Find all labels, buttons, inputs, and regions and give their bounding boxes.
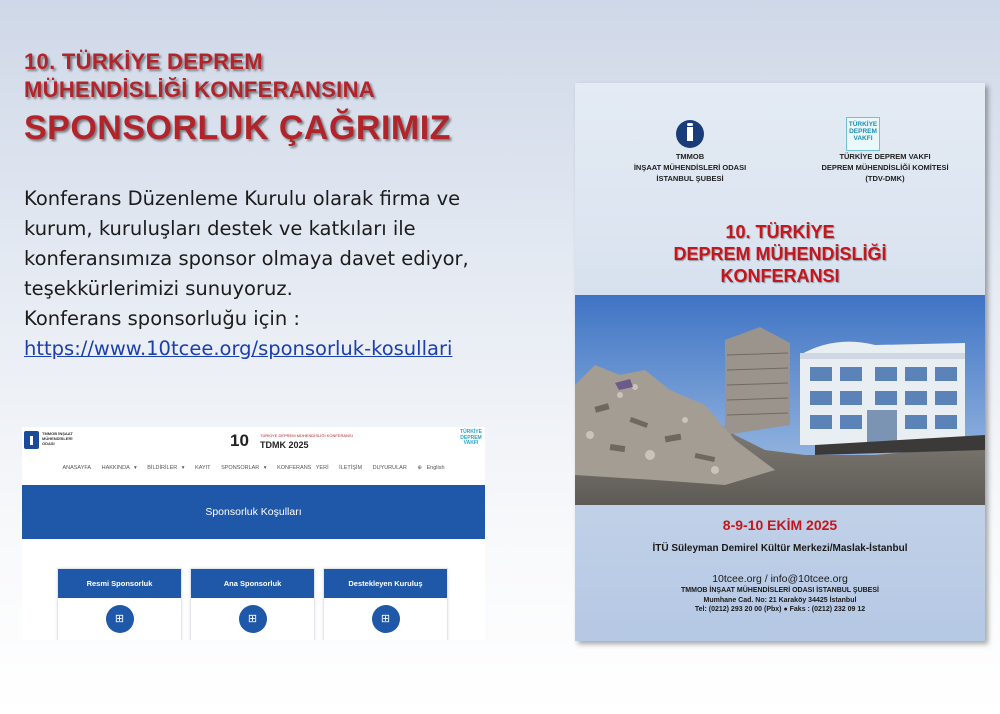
site-header bbox=[22, 427, 485, 457]
poster-title-line: DEPREM MÜHENDİSLİĞİ bbox=[673, 244, 887, 264]
nav-item-anasayfa[interactable]: ANASAYFA bbox=[62, 465, 92, 471]
tdmk-logo-name: TDMK 2025 bbox=[260, 440, 309, 450]
nav-item-konferans-yeri[interactable]: KONFERANS YERİ bbox=[277, 465, 329, 471]
card-title: Ana Sponsorluk bbox=[191, 569, 314, 598]
body-text bbox=[24, 184, 524, 364]
address-line: Tel: (0212) 293 20 00 (Pbx) ● Faks : (0212) 232 09 12 bbox=[694, 606, 866, 613]
poster-web: 10tcee.org / info@10tcee.org bbox=[712, 573, 848, 585]
title-line-2: MÜHENDİSLİĞİ KONFERANSINA bbox=[24, 77, 375, 102]
imo-logo-icon bbox=[676, 120, 704, 150]
site-banner: Sponsorluk Koşulları bbox=[22, 485, 485, 539]
org-right-line: (TDV-DMK) bbox=[865, 174, 905, 183]
page-title bbox=[24, 48, 451, 148]
org-left-line: İSTANBUL ŞUBESİ bbox=[656, 174, 724, 183]
card-title: Resmi Sponsorluk bbox=[58, 569, 181, 598]
poster-address bbox=[575, 586, 985, 615]
grid-icon: ⊞ bbox=[372, 605, 400, 633]
poster-org-right bbox=[785, 151, 985, 184]
org-left-line: TMMOB bbox=[675, 152, 705, 161]
nav-item-sponsorlar[interactable]: SPONSORLAR ▾ bbox=[221, 465, 267, 471]
poster-org-left bbox=[595, 151, 785, 184]
poster-dates: 8-9-10 EKİM 2025 bbox=[722, 517, 838, 533]
tdv-logo-icon: TÜRKİYE DEPREM VAKFI bbox=[460, 429, 482, 446]
site-logo-left-text: TMMOB İNŞAAT MÜHENDİSLERİ ODASI bbox=[42, 431, 73, 446]
poster-title-line: 10. TÜRKİYE bbox=[725, 222, 835, 242]
org-right-line: DEPREM MÜHENDİSLİĞİ KOMİTESİ bbox=[821, 163, 949, 172]
body-paragraph: Konferans Düzenleme Kurulu olarak firma ve kurum, kuruluşları destek ve katkıları ile konferansımıza sponsor olmaya davet ediyor, teşekkürlerimizi sunuyoruz. bbox=[24, 187, 469, 300]
org-right-line: TÜRKİYE DEPREM VAKFI bbox=[839, 152, 931, 161]
poster-title bbox=[575, 221, 985, 287]
earthquake-damage-photo bbox=[575, 295, 985, 505]
nav-item-duyurular[interactable]: DUYURULAR bbox=[372, 465, 407, 471]
imo-logo-icon bbox=[24, 431, 39, 449]
sponsorship-link[interactable]: https://www.10tcee.org/sponsorluk-kosullari bbox=[24, 337, 453, 360]
website-screenshot bbox=[22, 427, 485, 640]
sponsorship-prompt: Konferans sponsorluğu için : bbox=[24, 307, 300, 330]
title-line-1: 10. TÜRKİYE DEPREM bbox=[24, 49, 263, 74]
address-line: TMMOB İNŞAAT MÜHENDİSLERİ ODASI İSTANBUL ŞUBESİ bbox=[681, 587, 879, 594]
org-left-line: İNŞAAT MÜHENDİSLERİ ODASI bbox=[633, 163, 747, 172]
address-line: Mumhane Cad. No: 21 Karaköy 34425 İstanbul bbox=[703, 596, 857, 604]
nav-item-iletisim[interactable]: İLETİŞİM bbox=[339, 465, 363, 471]
site-nav bbox=[22, 465, 485, 471]
title-line-3: SPONSORLUK ÇAĞRIMIZ bbox=[24, 109, 451, 147]
grid-icon: ⊞ bbox=[106, 605, 134, 633]
poster-venue: İTÜ Süleyman Demirel Kültür Merkezi/Maslak-İstanbul bbox=[652, 543, 908, 554]
grid-icon: ⊞ bbox=[239, 605, 267, 633]
card-destekleyen-kurulus[interactable] bbox=[323, 568, 448, 640]
poster-title-line: KONFERANSI bbox=[720, 266, 840, 286]
conference-poster bbox=[575, 83, 985, 641]
nav-item-hakkinda[interactable]: HAKKINDA ▾ bbox=[101, 465, 137, 471]
tdv-logo-icon: TÜRKİYE DEPREM VAKFI bbox=[846, 117, 880, 151]
tdmk-logo-number: 10 bbox=[230, 431, 249, 450]
tdmk-logo-sub: TÜRKİYE DEPREM MÜHENDİSLİĞİ KONFERANSI bbox=[260, 433, 353, 438]
nav-item-bildiriler[interactable]: BİLDİRİLER ▾ bbox=[147, 465, 185, 471]
nav-item-english[interactable]: ⊕ English bbox=[417, 465, 445, 471]
card-title: Destekleyen Kuruluş bbox=[324, 569, 447, 598]
nav-item-kayit[interactable]: KAYIT bbox=[195, 465, 211, 471]
card-resmi-sponsorluk[interactable] bbox=[57, 568, 182, 640]
card-ana-sponsorluk[interactable] bbox=[190, 568, 315, 640]
